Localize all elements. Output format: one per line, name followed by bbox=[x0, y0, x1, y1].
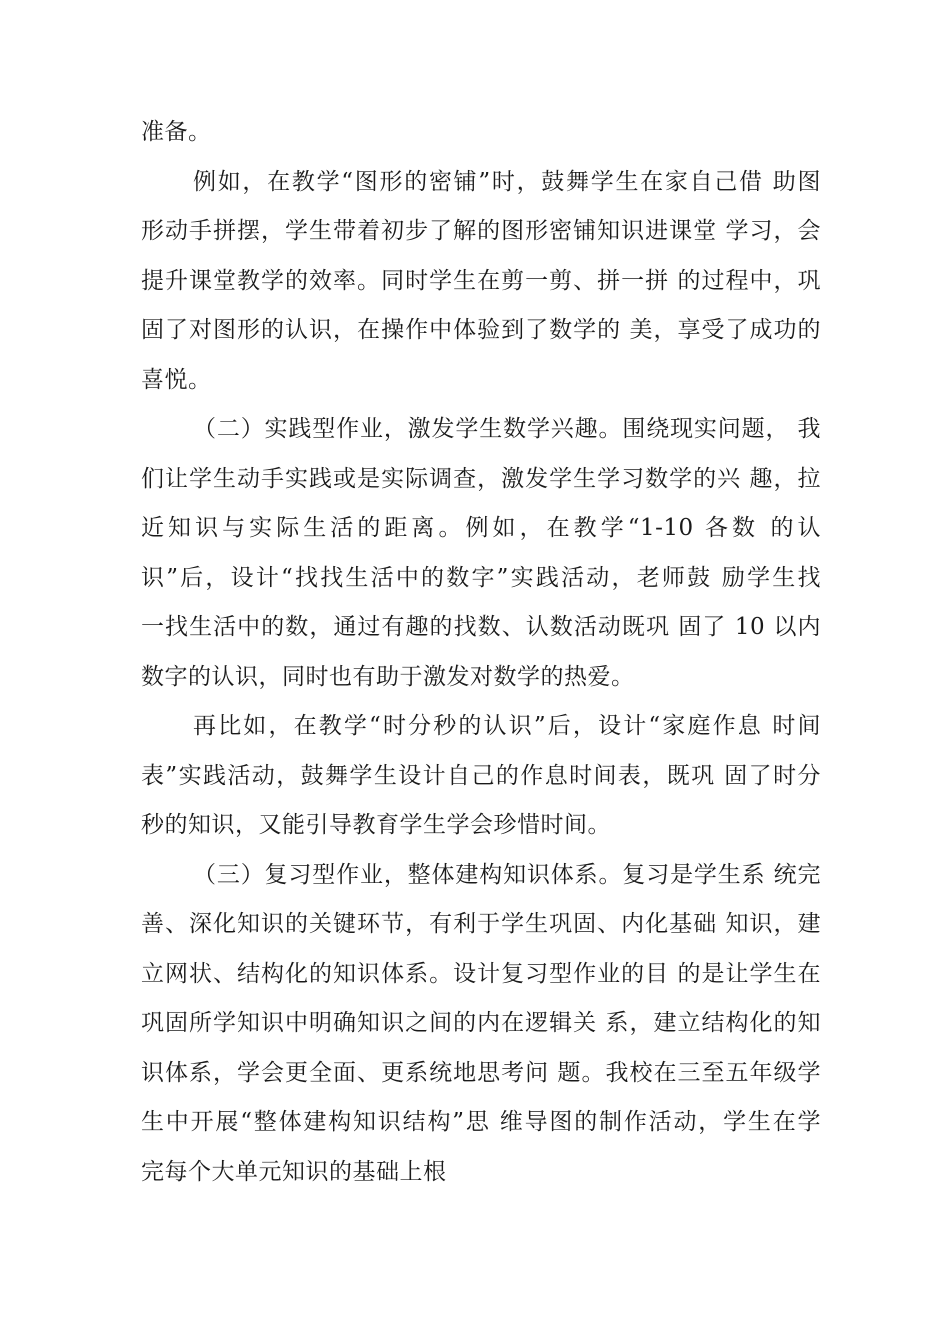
text-line: 固了对图形的认识，在操作中体验到了数学的 美，享受了成功的 bbox=[141, 317, 821, 343]
text-line: 形动手拼摆，学生带着初步了解的图形密铺知识进课堂 学习，会 bbox=[141, 218, 821, 244]
text-line: 近知识与实际生活的距离。例如，在教学“1-10 各数 的认 bbox=[141, 515, 821, 541]
text-line: 例如，在教学“图形的密铺”时，鼓舞学生在家自己借 助图 bbox=[193, 168, 821, 195]
body-text bbox=[141, 108, 821, 1197]
text-line: 秒的知识，又能引导教育学生学会珍惜时间。 bbox=[141, 812, 611, 838]
text-line: 识”后，设计“找找生活中的数字”实践活动，老师鼓 励学生找 bbox=[141, 564, 821, 591]
text-line: 巩固所学知识中明确知识之间的内在逻辑关 系，建立结构化的知 bbox=[141, 1010, 821, 1036]
text-line: 表”实践活动，鼓舞学生设计自己的作息时间表，既巩 固了时分 bbox=[141, 762, 821, 789]
text-line: 立网状、结构化的知识体系。设计复习型作业的目 的是让学生在 bbox=[141, 960, 821, 987]
text-line: 生中开展“整体建构知识结构”思 维导图的制作活动，学生在学 bbox=[141, 1109, 821, 1135]
text-line: 们让学生动手实践或是实际调查，激发学生学习数学的兴 趣，拉 bbox=[141, 465, 821, 492]
text-line: 数字的认识，同时也有助于激发对数学的热爱。 bbox=[141, 663, 635, 690]
text-line: 善、深化知识的关键环节，有利于学生巩固、内化基础 知识，建 bbox=[141, 911, 821, 937]
text-line: 完每个大单元知识的基础上根 bbox=[141, 1158, 447, 1185]
text-line: 一找生活中的数，通过有趣的找数、认数活动既巩 固了 10 以内 bbox=[141, 614, 821, 640]
text-line: 识体系，学会更全面、更系统地思考问 题。我校在三至五年级学 bbox=[141, 1059, 821, 1086]
text-line: 喜悦。 bbox=[141, 366, 212, 393]
text-line: （三）复习型作业，整体建构知识体系。复习是学生系 统完 bbox=[193, 861, 821, 888]
text-line: （二）实践型作业，激发学生数学兴趣。围绕现实问题， 我 bbox=[193, 416, 821, 442]
text-line: 再比如，在教学“时分秒的认识”后，设计“家庭作息 时间 bbox=[193, 713, 821, 739]
text-line: 提升课堂教学的效率。同时学生在剪一剪、拼一拼 的过程中，巩 bbox=[141, 267, 821, 294]
text-line: 准备。 bbox=[141, 119, 212, 145]
